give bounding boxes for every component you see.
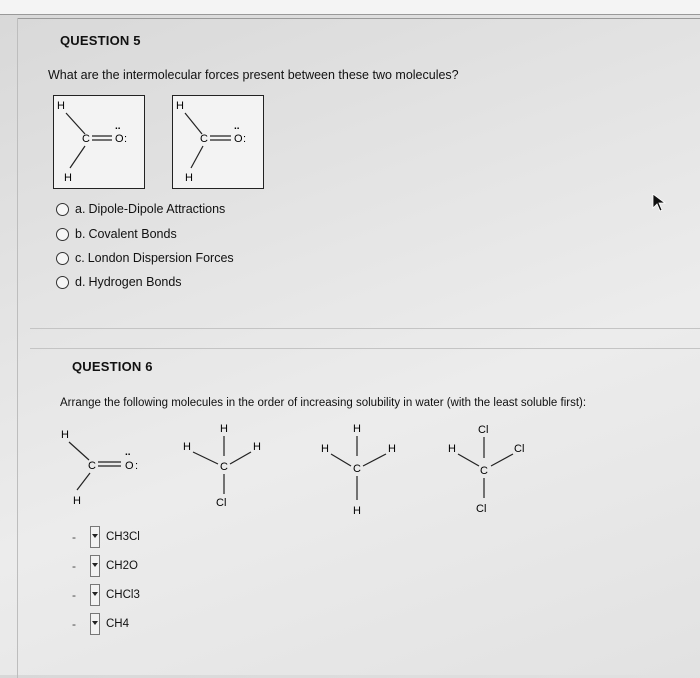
- bond-line: [331, 454, 351, 466]
- bond-line: [193, 452, 218, 464]
- atom-h: H: [321, 443, 329, 455]
- row-marker: -: [72, 588, 76, 602]
- radio-button[interactable]: [56, 228, 69, 241]
- chevron-down-icon: [92, 592, 98, 596]
- question-6-structures: [55, 418, 575, 523]
- panel-left-border: [17, 18, 18, 678]
- panel-top-border: [18, 18, 700, 19]
- atom-c: C: [82, 133, 90, 145]
- bond-line: [191, 146, 203, 168]
- browser-top-bar: [0, 0, 700, 15]
- atom-h: H: [388, 443, 396, 455]
- choice-letter: d.: [75, 275, 86, 289]
- formaldehyde-structure-1: [53, 95, 145, 189]
- chevron-down-icon: [92, 563, 98, 567]
- question-6-header: QUESTION 6: [72, 359, 153, 374]
- atom-c: C: [353, 463, 361, 475]
- bond-line: [66, 113, 85, 134]
- atom-c: C: [480, 465, 488, 477]
- lone-pair: :: [135, 460, 139, 472]
- radio-button[interactable]: [56, 276, 69, 289]
- atom-o: O: [125, 460, 134, 472]
- choice-text: Covalent Bonds: [88, 227, 177, 241]
- atom-c: C: [220, 461, 228, 473]
- lone-pair: ..: [125, 447, 131, 458]
- atom-h: H: [220, 423, 228, 435]
- radio-button[interactable]: [56, 203, 69, 216]
- order-row-4: [72, 613, 129, 635]
- atom-h: H: [353, 423, 361, 435]
- bond-line: [69, 442, 89, 460]
- order-row-1: [72, 526, 140, 548]
- atom-h: H: [61, 429, 69, 441]
- ch3cl-structure: [183, 423, 261, 509]
- choice-letter: b.: [75, 227, 86, 241]
- choice-letter: a.: [75, 202, 86, 216]
- bond-line: [363, 454, 386, 466]
- lone-pair: :: [243, 133, 247, 145]
- atom-h: H: [64, 172, 72, 184]
- chevron-down-icon: [92, 534, 98, 538]
- atom-h: H: [176, 100, 184, 112]
- section-divider: [30, 328, 700, 329]
- atom-h: H: [185, 172, 193, 184]
- formaldehyde-svg-1: [54, 96, 144, 188]
- atom-cl: Cl: [514, 443, 525, 455]
- choice-letter: c.: [75, 251, 85, 265]
- order-dropdown-3[interactable]: [90, 584, 100, 606]
- atom-o: O: [234, 133, 243, 145]
- atom-h: H: [57, 100, 65, 112]
- order-row-3: [72, 584, 140, 606]
- atom-c: C: [88, 460, 96, 472]
- choice-d[interactable]: [56, 275, 182, 289]
- bond-line: [185, 113, 202, 134]
- ch4-structure: [321, 423, 396, 517]
- atom-cl: Cl: [476, 503, 487, 515]
- ch2o-structure: [61, 429, 138, 507]
- atom-h: H: [253, 441, 261, 453]
- bond-line: [230, 452, 251, 464]
- atom-cl: Cl: [216, 497, 227, 509]
- atom-o: O: [115, 133, 124, 145]
- atom-c: C: [200, 133, 208, 145]
- chevron-down-icon: [92, 621, 98, 625]
- atom-h: H: [353, 505, 361, 517]
- order-dropdown-1[interactable]: [90, 526, 100, 548]
- choice-text: Hydrogen Bonds: [88, 275, 182, 289]
- lone-pair: ..: [115, 121, 121, 132]
- row-marker: -: [72, 530, 76, 544]
- bond-line: [458, 454, 479, 466]
- lone-pair: :: [124, 133, 128, 145]
- question-6-text: Arrange the following molecules in the order of increasing solubility in water (with the least soluble first):: [60, 397, 587, 409]
- question-5-header: QUESTION 5: [60, 33, 141, 48]
- formaldehyde-structure-2: [172, 95, 264, 189]
- choice-text: London Dispersion Forces: [87, 251, 234, 265]
- bond-line: [77, 473, 90, 490]
- question-5-text: What are the intermolecular forces present between these two molecules?: [48, 68, 459, 82]
- atom-cl: Cl: [478, 424, 489, 436]
- order-item-label: CH4: [106, 618, 130, 630]
- choice-a[interactable]: [56, 202, 225, 216]
- order-dropdown-4[interactable]: [90, 613, 100, 635]
- choice-c[interactable]: [56, 251, 234, 265]
- lone-pair: ..: [234, 121, 240, 132]
- order-item-label: CHCl3: [106, 589, 140, 601]
- order-dropdown-2[interactable]: [90, 555, 100, 577]
- formaldehyde-svg-2: [173, 96, 263, 188]
- radio-button[interactable]: [56, 252, 69, 265]
- section-divider: [30, 348, 700, 349]
- choice-text: Dipole-Dipole Attractions: [88, 202, 226, 216]
- chcl3-structure: [448, 424, 524, 515]
- order-item-label: CH2O: [106, 560, 138, 572]
- order-item-label: CH3Cl: [106, 531, 140, 543]
- order-row-2: [72, 555, 138, 577]
- row-marker: -: [72, 559, 76, 573]
- row-marker: -: [72, 617, 76, 631]
- atom-h: H: [73, 495, 81, 507]
- bond-line: [491, 454, 513, 466]
- choice-b[interactable]: [56, 227, 177, 241]
- atom-h: H: [448, 443, 456, 455]
- bond-line: [70, 146, 85, 168]
- mouse-cursor-icon: [652, 193, 666, 213]
- atom-h: H: [183, 441, 191, 453]
